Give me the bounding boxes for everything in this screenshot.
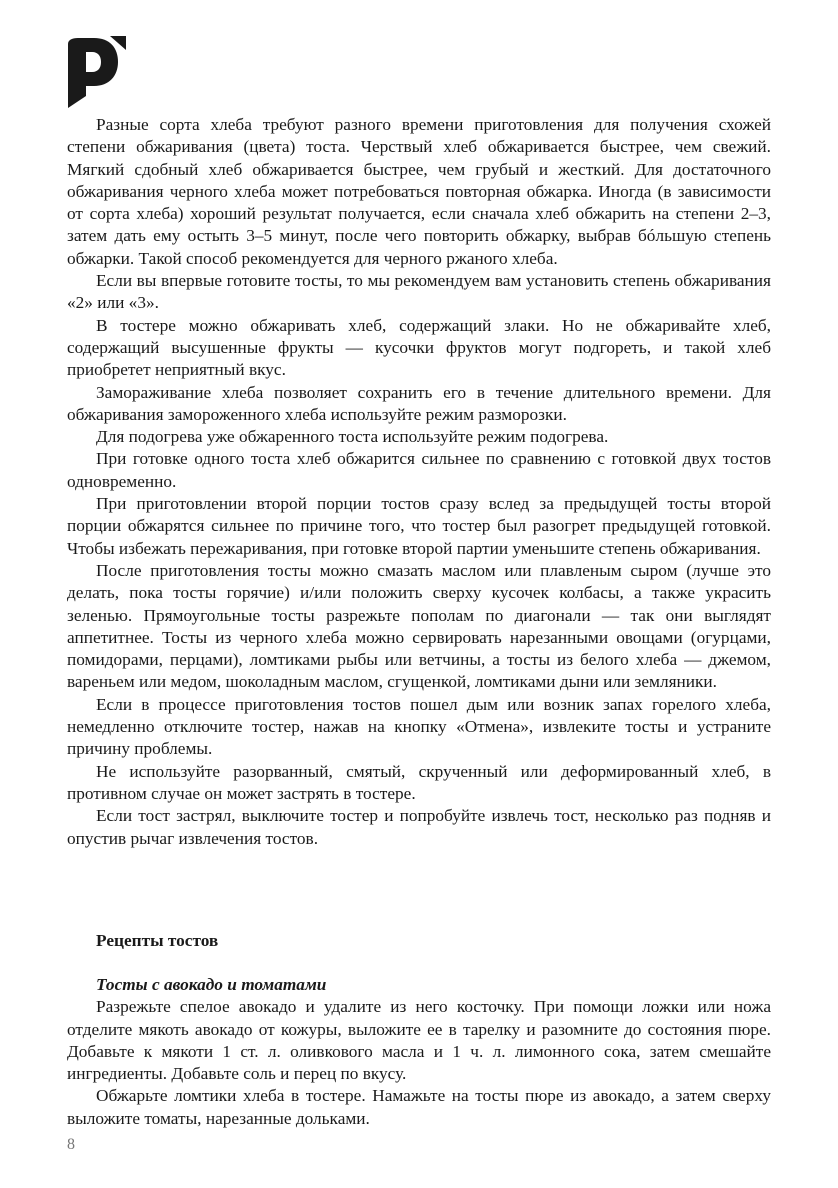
paragraph: Если вы впервые готовите тосты, то мы рекомендуем вам установить степень обжаривания «2» или «3». xyxy=(67,271,771,313)
recipe-block xyxy=(67,974,771,1130)
paragraph: Замораживание хлеба позволяет сохранить его в течение длительного времени. Для обжаривания замороженного хлеба используйте режим разморозки. xyxy=(67,382,771,424)
brand-logo-icon xyxy=(64,36,126,110)
recipe-step: Разрежьте спелое авокадо и удалите из него косточку. При помощи ложки или ножа отделите мякоть авокадо от кожуры, выложите ее в тарелку и разомните до состояния пюре. Добавьте к мякоти 1 ст. л. оливкового масла и 1 ч. л. лимонного сока, затем смешайте ингредиенты. Добавьте соль и перец по вкусу. xyxy=(67,997,771,1084)
recipe-title: Тосты с авокадо и томатами xyxy=(96,975,327,994)
page-number: 8 xyxy=(67,1136,75,1153)
section-heading: Рецепты тостов xyxy=(96,931,219,950)
paragraph: Не используйте разорванный, смятый, скрученный или деформированный хлеб, в противном случае он может застрять в тостере. xyxy=(67,761,771,803)
paragraph: При приготовлении второй порции тостов сразу вслед за предыдущей тосты второй порции обжарятся сильнее по причине того, что тостер был разогрет предыдущей готовкой. Чтобы избежать пережаривания, при готовке второй партии уменьшите степень обжаривания. xyxy=(67,494,771,558)
recipe-step: Обжарьте ломтики хлеба в тостере. Намажьте на тосты пюре из авокадо, а затем сверху выложите томаты, нарезанные дольками. xyxy=(67,1086,771,1128)
paragraph: Разные сорта хлеба требуют разного времени приготовления для получения схожей степени обжаривания (цвета) тоста. Черствый хлеб обжаривается быстрее, чем свежий. Мягкий сдобный хлеб обжаривается быстрее, чем грубый и жесткий. Для достаточного обжаривания черного хлеба может потребоваться повторная обжарка. Иногда (в зависимости от сорта хлеба) хороший результат получается, если сначала хлеб обжарить на степени 2–3, затем дать ему остыть 3–5 минут, после чего повторить обжарку, выбрав бóльшую степень обжарки. Такой способ рекомендуется для черного ржаного хлеба. xyxy=(67,115,771,268)
paragraph: При готовке одного тоста хлеб обжарится сильнее по сравнению с готовкой двух тостов одновременно. xyxy=(67,449,771,491)
paragraph: После приготовления тосты можно смазать маслом или плавленым сыром (лучше это делать, пока тосты горячие) и/или положить сверху кусочек колбасы, а также украсить зеленью. Прямоугольные тосты разрежьте пополам по диагонали — так они выглядят аппетитнее. Тосты из черного хлеба можно сервировать нарезанными овощами (огурцами, помидорами, перцами), ломтиками рыбы или ветчины, а тосты из белого хлеба — джемом, вареньем или медом, шоколадным маслом, сгущенкой, ломтиками дыни или земляники. xyxy=(67,560,771,692)
paragraph: Если тост застрял, выключите тостер и попробуйте извлечь тост, несколько раз подняв и опустив рычаг извлечения тостов. xyxy=(67,806,771,848)
paragraph: Для подогрева уже обжаренного тоста используйте режим подогрева. xyxy=(96,427,609,447)
instructions-text xyxy=(67,114,771,850)
paragraph: В тостере можно обжаривать хлеб, содержащий злаки. Но не обжаривайте хлеб, содержащий высушенные фрукты — кусочки фруктов могут подгореть, и такой хлеб приобретет неприятный вкус. xyxy=(67,315,771,380)
paragraph: Если в процессе приготовления тостов пошел дым или возник запах горелого хлеба, немедленно отключите тостер, нажав на кнопку «Отмена», извлеките тосты и устраните причину проблемы. xyxy=(67,694,771,759)
